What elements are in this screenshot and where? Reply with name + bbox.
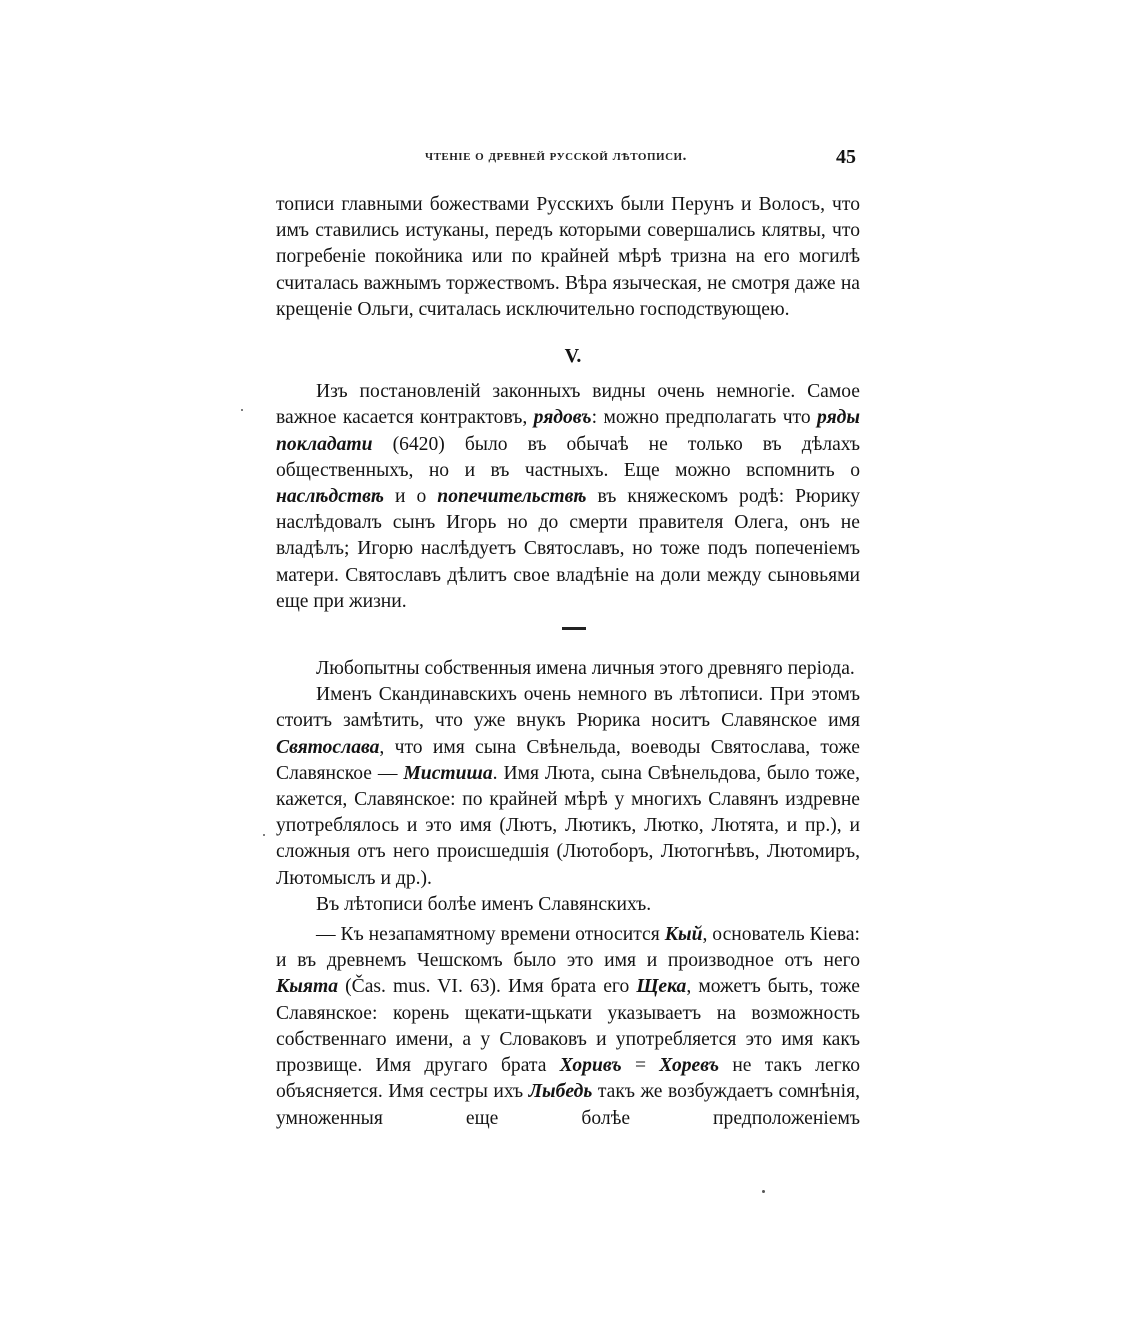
- emphasis: ряды покладати: [276, 407, 860, 455]
- text-run: не такъ легко объясняется. Имя сестры ихъ: [276, 1055, 861, 1103]
- text-run: и о: [383, 486, 438, 508]
- print-speck: [263, 834, 265, 836]
- page-header: [275, 146, 860, 176]
- running-title: чтенiе о древней русской лѣтописи.: [425, 148, 687, 164]
- text-run: =: [621, 1055, 660, 1077]
- emphasis: Кый: [664, 924, 703, 946]
- paragraph-kyi: [276, 922, 860, 1132]
- paragraph-names-intro: Любопытны собственныя имена личныя этого древняго перiода.: [316, 658, 855, 680]
- emphasis: Кыята: [276, 976, 339, 998]
- body-text: [276, 192, 860, 1132]
- section-divider: [562, 627, 586, 630]
- text-run: , можетъ быть, тоже Славянское: корень щекати-щькати указываетъ на возможность собственнаго имени, а у Словаковъ и употребляется это имя какъ прозвище. Имя другаго брата: [276, 976, 861, 1077]
- emphasis: Святослава: [276, 736, 380, 758]
- page-number: 45: [836, 146, 856, 168]
- emphasis: рядовъ: [533, 407, 592, 429]
- text-run: , основатель Кiева: и въ древнемъ Чешскомъ было это имя и производное отъ него: [276, 924, 860, 972]
- section-heading: V.: [564, 345, 582, 368]
- text-run: : можно предполагать что: [591, 407, 818, 429]
- text-run: Изъ постановленiй законныхъ видны очень немногiе. Самое важное касается контрактовъ,: [276, 381, 860, 429]
- text-run: (6420) было въ обычаѣ не только въ дѣлахъ общественныхъ, но и въ частныхъ. Еще можно вспомнить о: [276, 433, 860, 481]
- emphasis: Мистиша: [403, 762, 493, 784]
- text-run: такъ же возбуждаетъ сомнѣнiя, умноженныя еще болѣе предположенiемъ: [276, 1081, 860, 1129]
- emphasis: Лыбедь: [528, 1081, 593, 1103]
- paragraph-scandinavian-names: [276, 682, 860, 892]
- emphasis: наслѣдствѣ: [276, 486, 384, 508]
- paragraph-slavic-names: Въ лѣтописи болѣе именъ Славянскихъ.: [316, 893, 652, 915]
- text-run: — Къ незапамятному времени относится: [316, 924, 665, 946]
- print-speck: [241, 409, 243, 411]
- text-run: . Имя Люта, сына Свѣнельдова, было тоже, кажется, Славянское: по крайней мѣрѣ у многихъ Славянъ издревне употреблялось и это имя (Лютъ, Лютикъ, Лютко, Лютята, и пр.), и сложныя отъ него происшедшiя (Лютоборъ, Лютогнѣвъ, Лютомиръ, Лютомыслъ и др.).: [276, 762, 860, 889]
- paragraph-legal: [276, 379, 860, 615]
- text-run: , что имя сына Свѣнельда, воеводы Святослава, тоже Славянское —: [276, 736, 860, 784]
- text-run: (Čas. mus. VI. 63). Имя брата его: [338, 976, 637, 998]
- text-run: Именъ Скандинавскихъ очень немного въ лѣтописи. При этомъ стоитъ замѣтить, что уже внукъ Рюрика носитъ Славянское имя: [276, 684, 860, 732]
- emphasis: Хоревъ: [659, 1055, 720, 1077]
- text-run: въ княжескомъ родѣ: Рюрику наслѣдовалъ сынъ Игорь но до смерти правителя Олега, онъ не владѣлъ; Игорю наслѣдуетъ Святославъ, но тоже подъ попеченiемъ матери. Святославъ дѣлитъ свое владѣнiе на доли между сыновьями еще при жизни.: [276, 486, 860, 612]
- emphasis: Хоривъ: [559, 1055, 622, 1077]
- emphasis: Щека: [636, 976, 687, 998]
- emphasis: попечительствѣ: [437, 486, 587, 508]
- print-speck: [762, 1190, 765, 1193]
- paragraph-continued: тописи главными божествами Русскихъ были Перунъ и Волосъ, что имъ ставились истуканы, передъ которыми совершались клятвы, что погребенiе покойника или по крайней мѣрѣ тризна на его могилѣ считалась важнымъ торжествомъ. Вѣра языческая, не смотря даже на крещенiе Ольги, считалась исключительно господствующею.: [276, 194, 860, 320]
